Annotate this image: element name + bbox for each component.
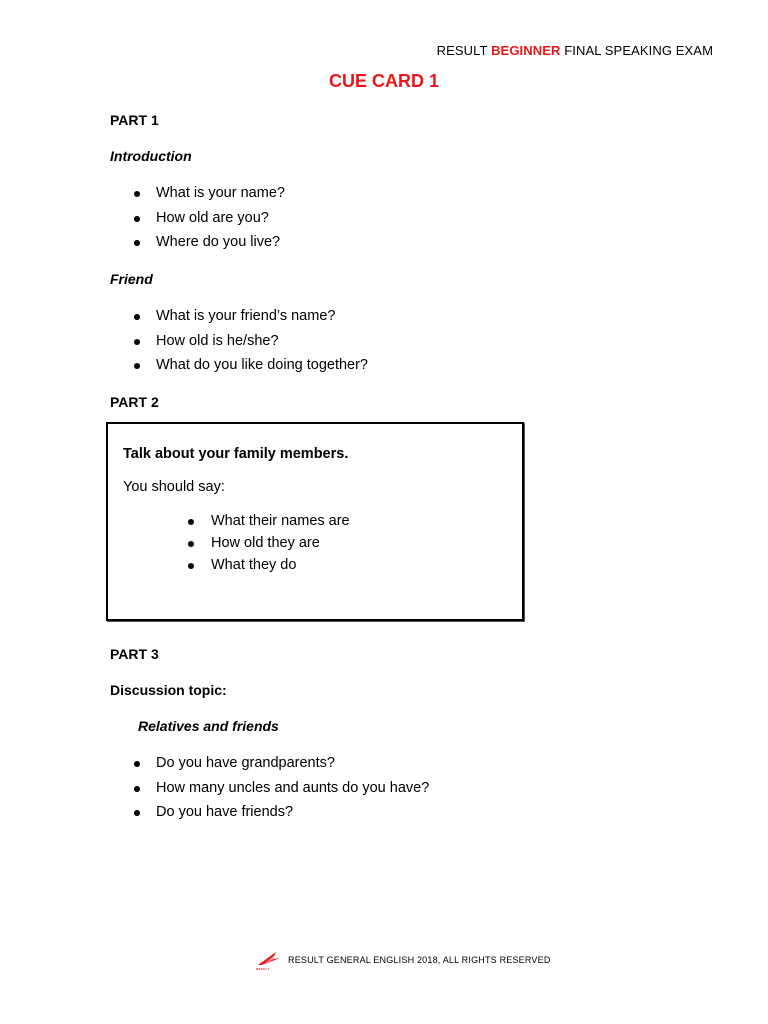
page-footer <box>256 950 551 970</box>
discussion-topic: Relatives and friends <box>138 718 279 734</box>
introduction-label: Introduction <box>110 148 192 164</box>
task-card-box <box>106 422 524 621</box>
cue-card-title: CUE CARD 1 <box>328 71 439 91</box>
discussion-list <box>110 751 429 825</box>
part1-heading: PART 1 <box>110 112 159 128</box>
exam-header <box>437 43 713 58</box>
list-item: Do you have friends? <box>110 800 429 825</box>
list-item: What is your name? <box>110 181 285 206</box>
task-points-list <box>164 510 350 576</box>
logo-text: RESULT <box>256 967 270 971</box>
friend-label: Friend <box>110 271 153 287</box>
list-item: Where do you live? <box>110 230 285 255</box>
list-item: What do you like doing together? <box>110 353 368 378</box>
list-item: How old they are <box>164 532 350 554</box>
list-item: How many uncles and aunts do you have? <box>110 776 429 801</box>
list-item: How old are you? <box>110 206 285 231</box>
list-item: Do you have grandparents? <box>110 751 429 776</box>
header-suffix: FINAL SPEAKING EXAM <box>564 43 713 58</box>
header-prefix: RESULT <box>436 43 488 58</box>
result-arrow-logo-icon <box>256 950 282 970</box>
task-title: Talk about your family members. <box>123 446 349 462</box>
introduction-list <box>110 181 285 255</box>
friend-list <box>110 304 368 378</box>
task-lead: You should say: <box>123 479 225 495</box>
list-item: What they do <box>164 554 350 576</box>
part3-heading: PART 3 <box>110 646 159 662</box>
discussion-label: Discussion topic: <box>110 682 227 698</box>
list-item: What their names are <box>164 510 350 532</box>
list-item: How old is he/she? <box>110 329 368 354</box>
part2-heading: PART 2 <box>110 394 159 410</box>
header-level: BEGINNER <box>491 43 561 58</box>
list-item: What is your friend’s name? <box>110 304 368 329</box>
footer-copyright: RESULT GENERAL ENGLISH 2018, ALL RIGHTS RESERVED <box>288 955 551 965</box>
